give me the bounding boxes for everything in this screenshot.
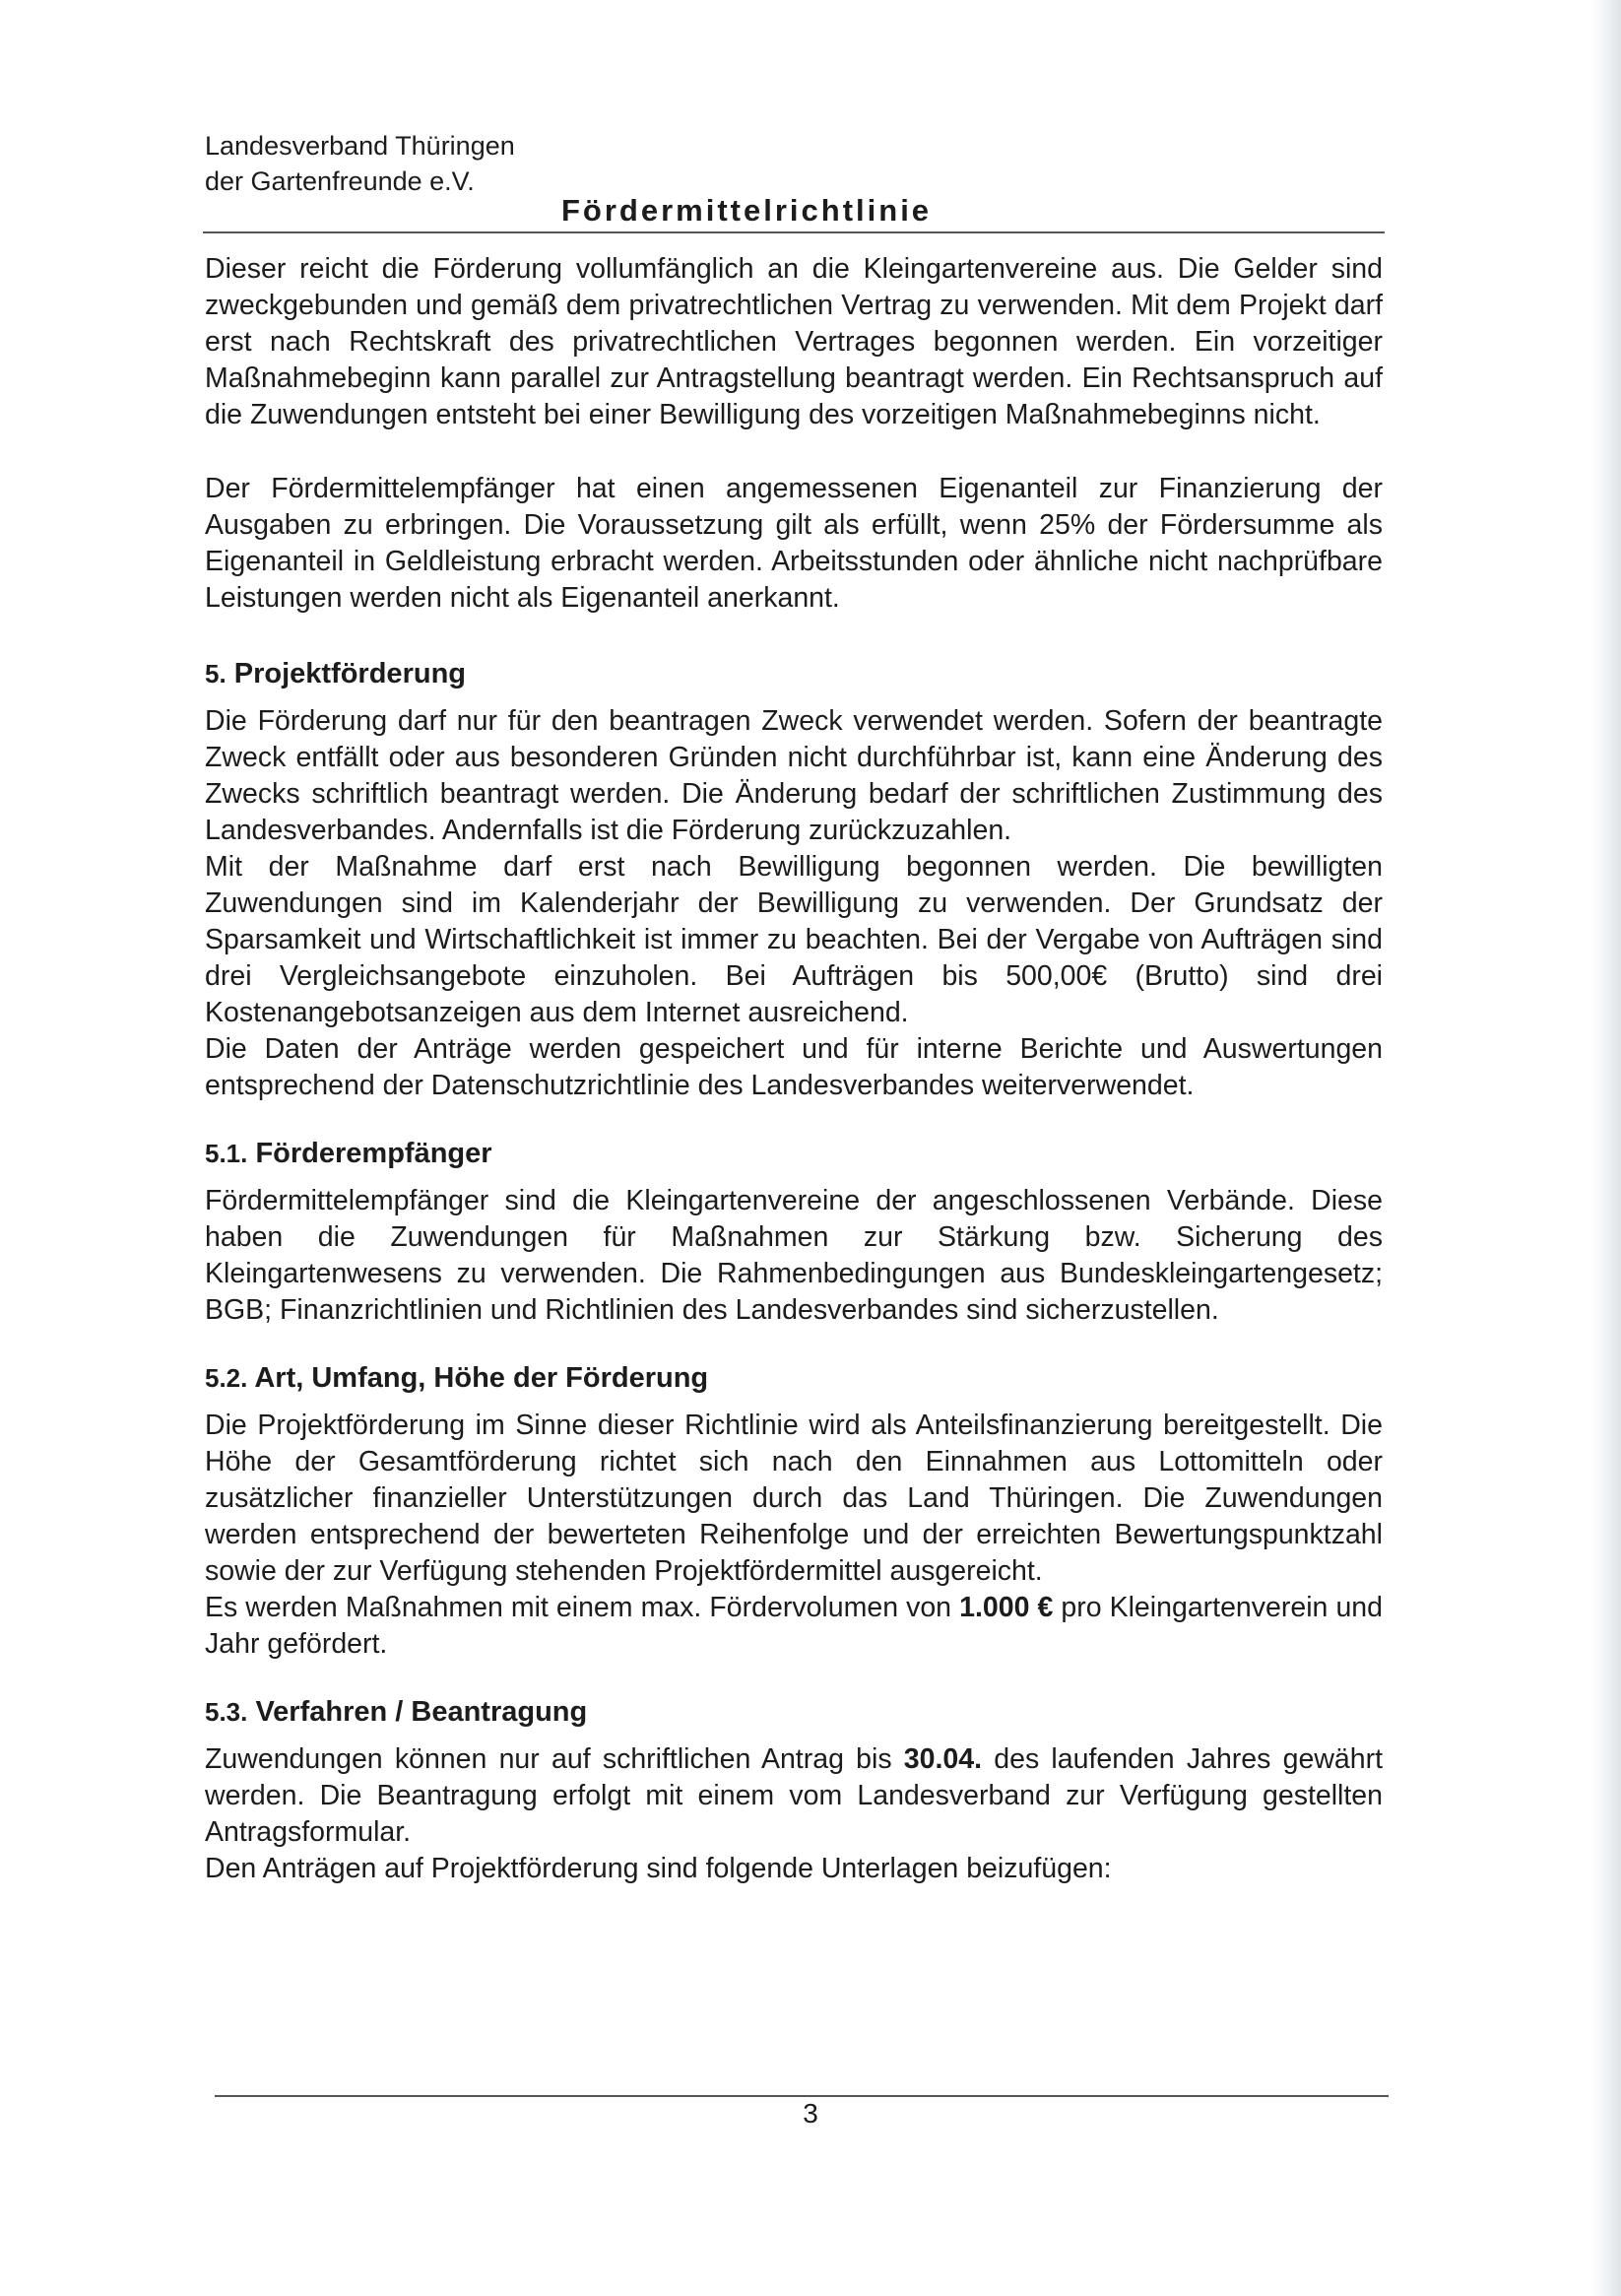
document-body: [205, 251, 1383, 1887]
section-5-3-paragraph-1: [205, 1741, 1383, 1851]
section-title: Förderempfänger: [255, 1138, 492, 1169]
section-number: 5.2.: [205, 1363, 248, 1393]
deadline-date: 30.04.: [903, 1743, 983, 1775]
section-title: Art, Umfang, Höhe der Förderung: [254, 1362, 709, 1394]
section-heading-5: [205, 654, 1383, 693]
org-name-line1: Landesverband Thüringen: [205, 131, 515, 161]
letterhead: [205, 128, 1387, 199]
section-5-2-paragraph-2: [205, 1590, 1383, 1663]
funding-amount: 1.000 €: [959, 1592, 1054, 1623]
section-title: Verfahren / Beantragung: [255, 1696, 588, 1728]
header-rule: [203, 231, 1385, 233]
section-heading-5-1: [205, 1134, 1383, 1173]
section-title: Projektförderung: [233, 658, 466, 689]
section-5-1-paragraph: Fördermittelempfänger sind die Kleingartenvereine der angeschlossenen Verbände. Diese haben die Zuwendungen für Maßnahmen zur Stärkung bzw. Sicherung des Kleingartenwesens zu verwenden. Die Rahmenbedingungen aus Bundeskleingartengesetz; BGB; Finanzrichtlinien und Richtlinien des Landesverbandes sind sicherzustellen.: [205, 1185, 1383, 1326]
scan-edge-shadow: [1591, 0, 1621, 2296]
section-number: 5.: [205, 659, 227, 689]
paragraph-2: Der Fördermittelempfänger hat einen angemessenen Eigenanteil zur Finanzierung der Ausgaben zu erbringen. Die Voraussetzung gilt als erfüllt, wenn 25% der Fördersumme als Eigenanteil in Geldleistung erbracht werden. Arbeitsstunden oder ähnliche nicht nachprüfbare Leistungen werden nicht als Eigenanteil anerkannt.: [205, 473, 1383, 614]
section-number: 5.1.: [205, 1139, 248, 1168]
section-heading-5-3: [205, 1692, 1383, 1732]
text-run: Zuwendungen können nur auf schriftlichen Antrag bis: [205, 1743, 904, 1775]
section-5-paragraph-2: Mit der Maßnahme darf erst nach Bewilligung begonnen werden. Die bewilligten Zuwendungen sind im Kalenderjahr der Bewilligung zu verwenden. Der Grundsatz der Sparsamkeit und Wirtschaftlichkeit ist immer zu beachten. Bei der Vergabe von Aufträgen sind drei Vergleichsangebote einzuholen. Bei Aufträgen bis 500,00€ (Brutto) sind drei Kostenangebotsanzeigen aus dem Internet ausreichend.: [205, 851, 1383, 1028]
text-run: pro Kleingartenverein und Jahr gefördert.: [205, 1592, 1383, 1660]
page-number: 3: [803, 2098, 818, 2129]
section-heading-5-2: [205, 1358, 1383, 1398]
section-number: 5.3.: [205, 1697, 248, 1727]
section-5-3-paragraph-2: Den Anträgen auf Projektförderung sind folgende Unterlagen beizufügen:: [205, 1853, 1112, 1884]
section-5-2-paragraph-1: Die Projektförderung im Sinne dieser Richtlinie wird als Anteilsfinanzierung bereitgestellt. Die Höhe der Gesamtförderung richtet sich nach den Einnahmen aus Lottomitteln oder zusätzlicher finanzieller Unterstützungen durch das Land Thüringen. Die Zuwendungen werden entsprechend der bewerteten Reihenfolge und der erreichten Bewertungspunktzahl sowie der zur Verfügung stehenden Projektfördermittel ausgereicht.: [205, 1410, 1383, 1587]
section-5-paragraph-3: Die Daten der Anträge werden gespeichert und für interne Berichte und Auswertungen entsprechend der Datenschutzrichtlinie des Landesverbandes weiterverwendet.: [205, 1033, 1383, 1101]
section-5-paragraph-1: Die Förderung darf nur für den beantragen Zweck verwendet werden. Sofern der beantragte Zweck entfällt oder aus besonderen Gründen nicht durchführbar ist, kann eine Änderung des Zwecks schriftlich beantragt werden. Die Änderung bedarf der schriftlichen Zustimmung des Landesverbandes. Andernfalls ist die Förderung zurückzuzahlen.: [205, 705, 1383, 846]
text-run: Es werden Maßnahmen mit einem max. Fördervolumen von: [205, 1592, 960, 1623]
paragraph-1: Dieser reicht die Förderung vollumfänglich an die Kleingartenvereine aus. Die Gelder sind zweckgebunden und gemäß dem privatrechtlichen Vertrag zu verwenden. Mit dem Projekt darf erst nach Rechtskraft des privatrechtlichen Vertrages begonnen werden. Ein vorzeitiger Maßnahmebeginn kann parallel zur Antragstellung beantragt werden. Ein Rechtsanspruch auf die Zuwendungen entsteht bei einer Bewilligung des vorzeitigen Maßnahmebeginns nicht.: [205, 253, 1383, 430]
document-title: Fördermittelrichtlinie: [561, 193, 933, 228]
text-run: des laufenden Jahres gewährt werden. Die Beantragung erfolgt mit einem vom Landesverband zur Verfügung gestellten Antragsformular.: [205, 1743, 1384, 1848]
org-name-line2: der Gartenfreunde e.V.: [205, 166, 475, 196]
